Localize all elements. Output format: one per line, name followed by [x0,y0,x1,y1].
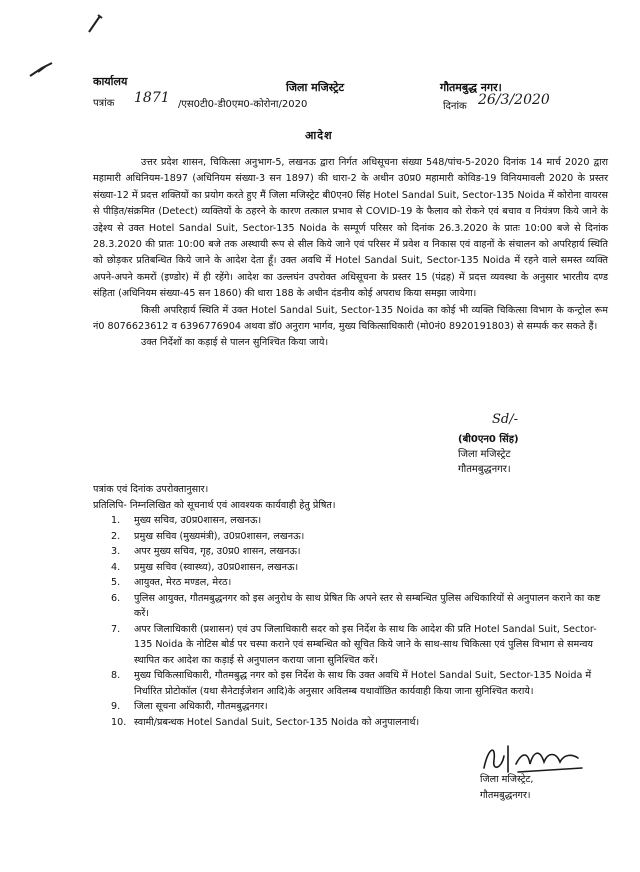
order-body [93,155,608,352]
order-para-1: उत्तर प्रदेश शासन, चिकित्सा अनुभाग-5, लखनऊ द्वारा निर्गत अधिसूचना संख्या 548/पांच-5-2020 दिनांक 14 मार्च 2020 द्वारा महामारी अधिनियम-1897 (अधिनियम संख्या-3 सन 1897) की धारा-2 के अधीन उ0प्र0 महामारी कोविड-19 विनियमावली 2020 के प्रस्तर संख्या-12 में प्रदत्त शक्तियों का प्रयोग करते हुए मैं जिला मजिस्ट्रेट बी0एन0 सिंह Hotel Sandal Suit, Sector-135 Noida में कोरोना वायरस से पीड़ित/संक्रमित (Detect) व्यक्तियों के ठहरने के कारण तत्काल प्रभाव से COVID-19 के फैलाव को रोकने एवं बचाव व नियंत्रण किये जाने के उद्देश्य से उक्त Hotel Sandal Suit, Sector-135 Noida के सम्पूर्ण परिसर को दिनांक 26.3.2020 के प्रातः 10:00 बजे से दिनांक 28.3.2020 की प्रातः 10:00 बजे तक अस्थायी रूप से सील किये जाने एवं परिसर में प्रवेश व निकास एवं वाहनों के संचालन को अपरिहार्य स्थिति को छोड़कर प्रतिबन्धित किये जाने के आदेश देता हूँ। उक्त अवधि में Hotel Sandal Suit, Sector-135 Noida में रहने वाले समस्त व्यक्ति अपने-अपने कमरों (इण्डोर) में ही रहेंगे। आदेश का उल्लघंन उपरोक्त अधिसूचना के प्रस्तर 15 (पंद्रह) में प्रदत्त व्यवस्था के अनुसार भारतीय दण्ड संहिता (अधिनियम संख्या-45 सन 1860) की धारा 188 के अधीन दंडनीय कोई अपराध किया समझा जायेगा। [93,157,608,300]
copy-to-line: प्रतिलिपि- निम्नलिखित को सूचनार्थ एवं आवश्यक कार्यवाही हेतु प्रेषित। [93,499,336,511]
dm-label: जिला मजिस्ट्रेट [286,81,345,94]
signatory-place: गौतमबुद्धनगर। [458,464,511,475]
order-para-3: उक्त निर्देशों का कड़ाई से पालन सुनिश्चित किया जाये। [141,337,329,349]
order-para-2: किसी अपरिहार्य स्थिति में उक्त Hotel Sandal Suit, Sector-135 Noida का कोई भी व्यक्ति चिकित्सा विभाग के कन्ट्रोल रूम नं0 8076623612 व 6396776904 अथवा डॉ0 अनुराग भार्गव, मुख्य चिकित्साधिकारी (मो0नं0 8920191803) से सम्पर्क कर सकते हैं। [93,304,608,333]
patrank-ref: /एस0टी0-डी0एम0-कोरोना/2020 [178,99,308,110]
pen-mark-top [86,12,104,34]
distribution-item: 9. जिला सूचना अधिकारी, गौतमबुद्धनगर। [111,701,268,712]
date-value: 26/3/2020 [478,92,550,108]
signatory-name: (बी0एन0 सिंह) [458,434,519,445]
bottom-place: गौतमबुद्धनगर। [480,789,531,801]
signature-block [458,432,608,477]
copy-ref-line: पत्रांक एवं दिनांक उपरोक्तानुसार। [93,484,209,495]
order-title: आदेश [305,129,333,142]
distribution-list [111,513,608,730]
distribution-item: 2. प्रमुख सचिव (मुख्यमंत्री), उ0प्र0शासन, लखनऊ। [111,530,305,542]
distribution-item: 3. अपर मुख्य सचिव, गृह, उ0प्र0 शासन, लखनऊ। [111,546,301,557]
pen-mark-left [28,60,54,78]
signatory-designation: जिला मजिस्ट्रेट [458,449,511,460]
office-label: कार्यालय [93,75,128,88]
distribution-item: 10. स्वामी/प्रबन्धक Hotel Sandal Suit, Sector-135 Noida को अनुपालनार्थ। [111,716,420,728]
distribution-item: 6. पुलिस आयुक्त, गौतमबुद्धनगर को इस अनुरोध के साथ प्रेषित कि अपने स्तर से सम्बन्धित पुलिस अधिकारियों से अनुपालन कराने का कष्ट करें। [111,592,601,619]
distribution-item: 8. मुख्य चिकित्साधिकारी, गौतमबुद्ध नगर को इस निर्देश के साथ कि उक्त अवधि में Hotel Sandal Suit, Sector-135 Noida में निर्धारित प्रोटोकॉल (यथा सैनेटाईजेशन आदि)के अनुसार अविलम्ब यथावॉछित कार्यवाही किया जाना सुनिश्चित कराये। [111,670,592,697]
distribution-item: 7. अपर जिलाधिकारी (प्रशासन) एवं उप जिलाधिकारी सदर को इस निर्देश के साथ कि आदेश की प्रति Hotel Sandal Suit, Sector-135 Noida के नोटिस बोर्ड पर चस्पा कराने एवं सम्बन्धित को सूचित किये जाने के साथ-साथ चिकित्सा एवं पुलिस विभाग से समन्वय स्थापित कर आदेश का कड़ाई से अनुपालन कराया जाना सुनिश्चित करें। [111,623,597,666]
bottom-designation: जिला मजिस्ट्रेट, [480,774,534,785]
distribution-section [93,482,608,730]
bottom-signature-block [480,772,610,803]
patrank-label: पत्रांक [93,98,115,109]
distribution-item: 1. मुख्य सचिव, उ0प्र0शासन, लखनऊ। [111,515,262,526]
header-city: गौतमबुद्ध नगर। [440,81,502,94]
signature-initial: Sd/- [492,412,518,427]
date-label: दिनांक [443,101,467,112]
distribution-item: 4. प्रमुख सचिव (स्वास्थ्य), उ0प्र0शासन, लखनऊ। [111,561,299,573]
distribution-item: 5. आयुक्त, मेरठ मण्डल, मेरठ। [111,577,232,588]
patrank-number: 1871 [134,90,170,106]
